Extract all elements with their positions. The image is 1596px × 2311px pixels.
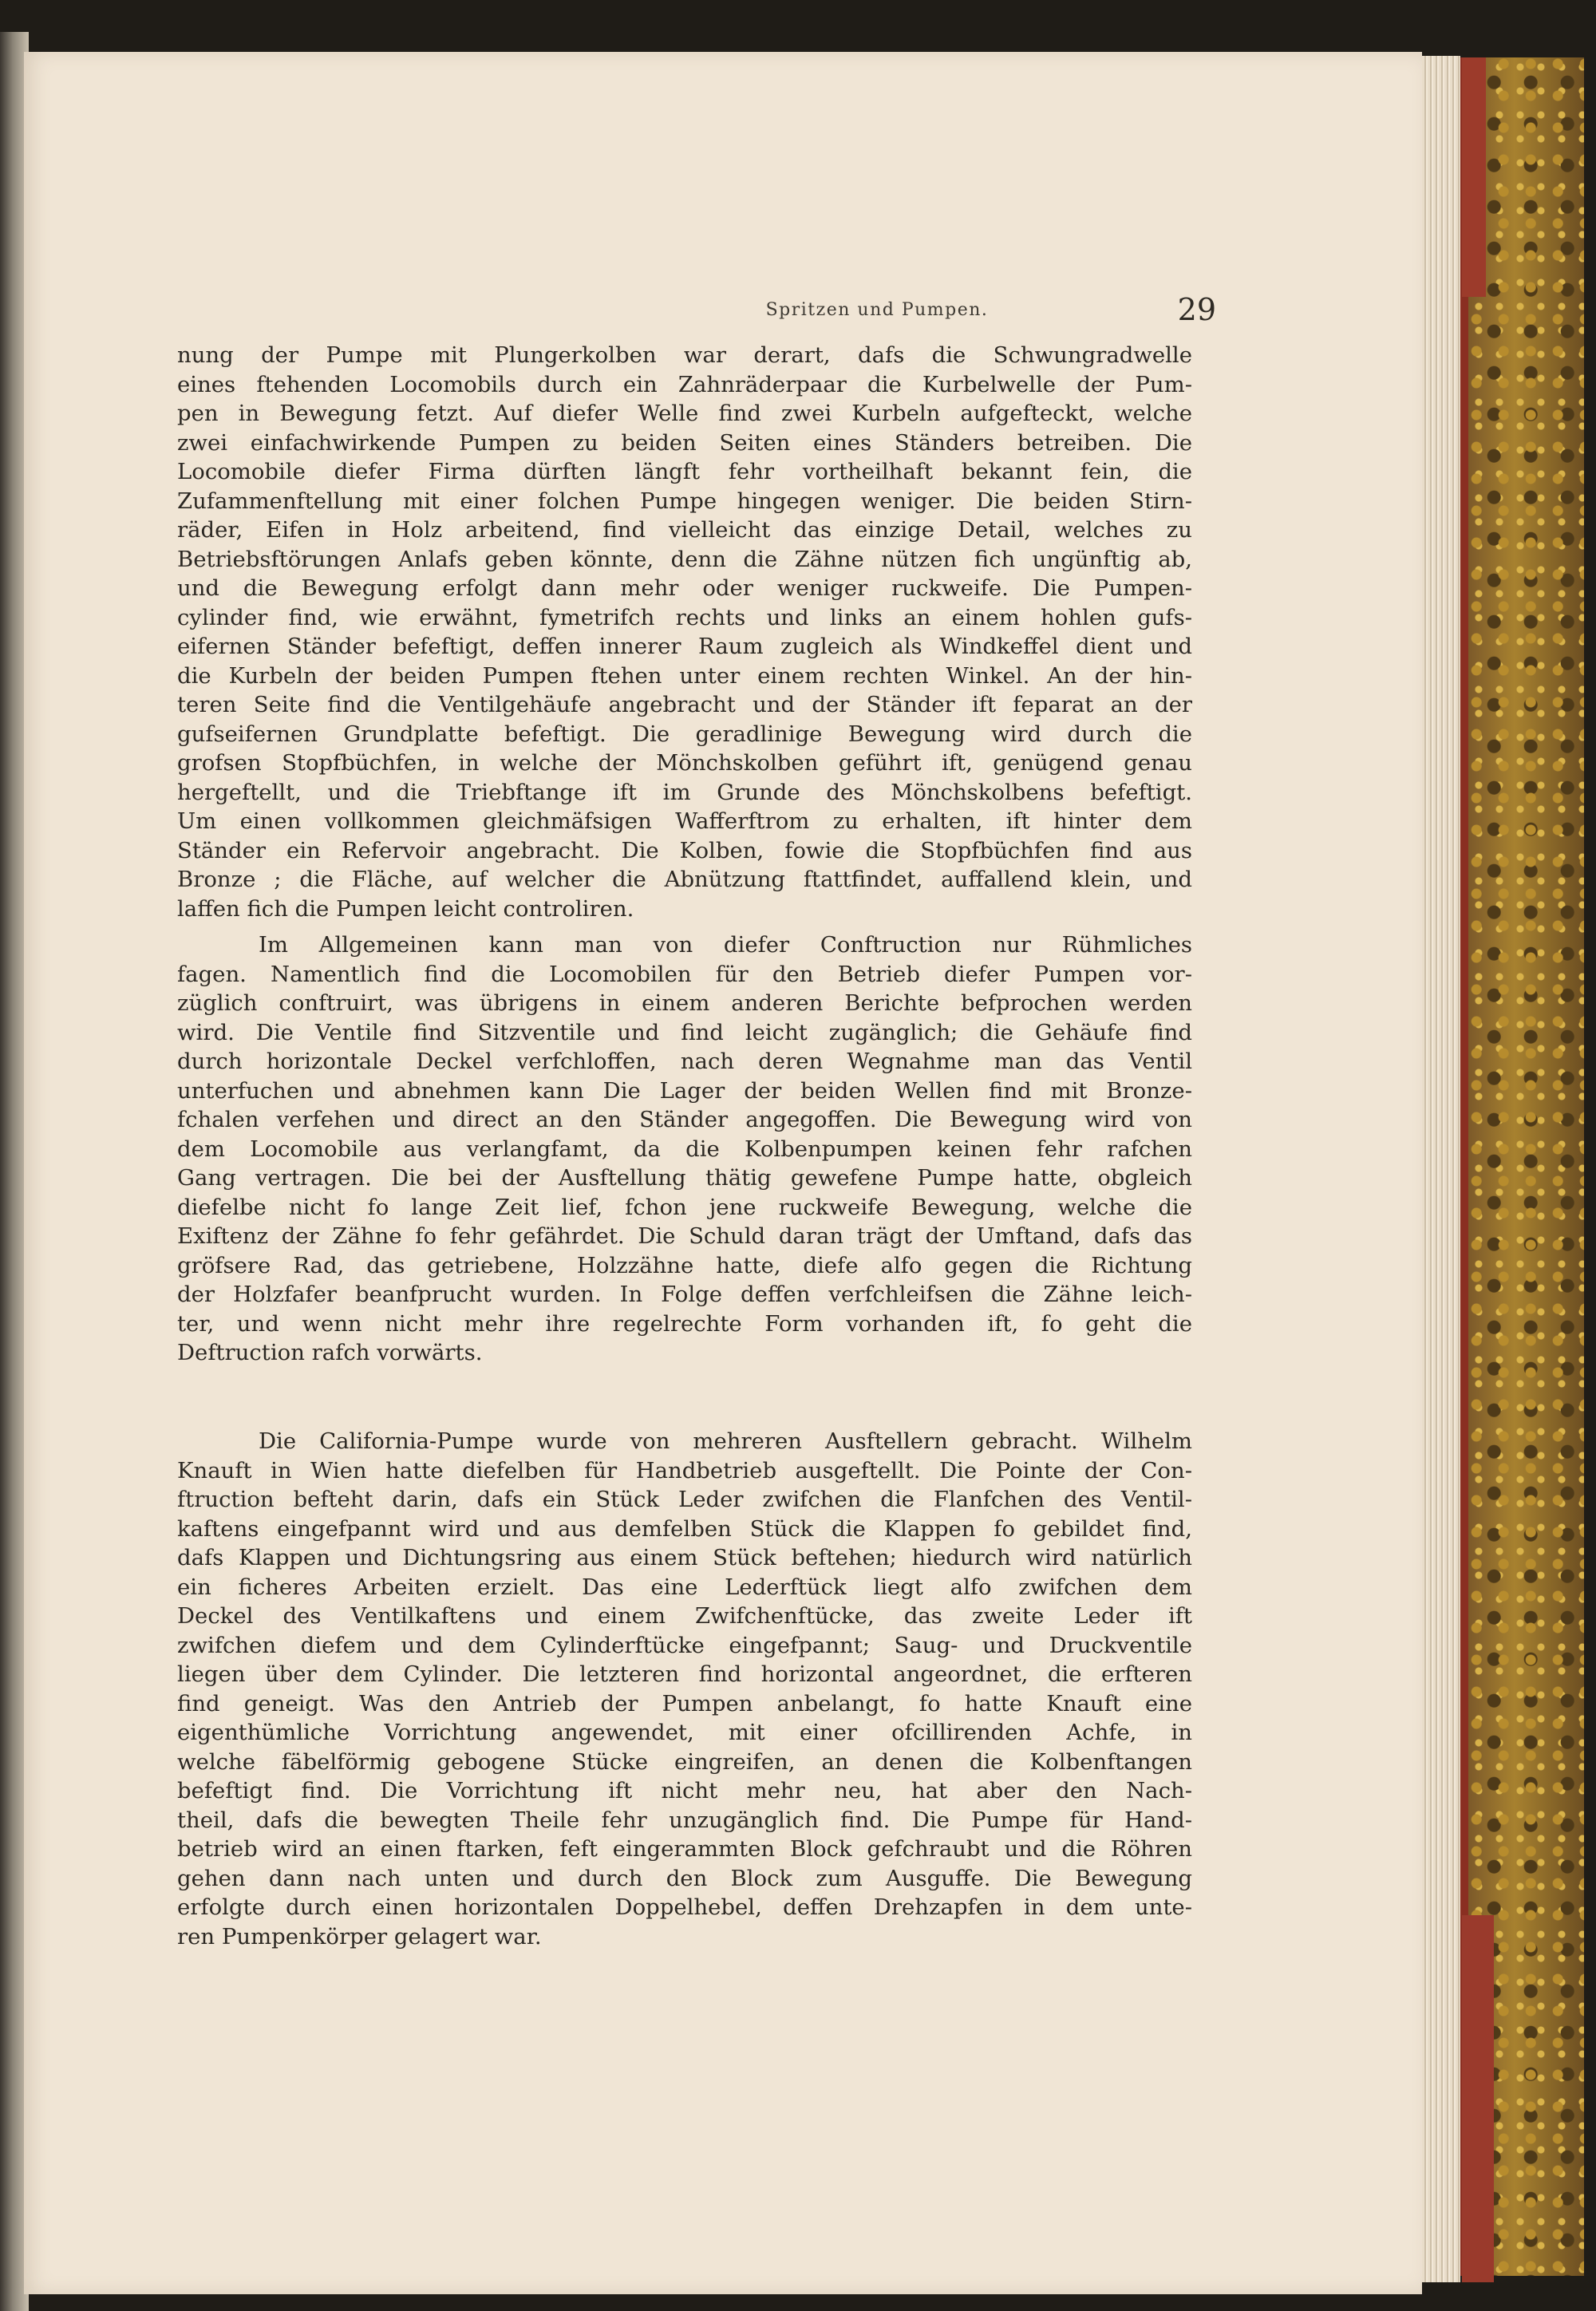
text-line: die Kurbeln der beiden Pumpen ftehen unter einem rechten Winkel. An der hin- [177,662,1192,689]
text-line: kaftens eingefpannt wird und aus demfelben Stück die Klappen fo gebildet find, [177,1515,1192,1542]
cover-leather-corner-top [1462,57,1486,297]
text-line: unterfuchen und abnehmen kann Die Lager der beiden Wellen find mit Bronze- [177,1077,1192,1104]
text-line: ftruction befteht darin, dafs ein Stück Leder zwifchen die Flanfchen des Ventil- [177,1487,1192,1512]
text-line: cylinder find, wie erwähnt, fymetrifch rechts und links an einem hohlen gufs- [177,604,1192,630]
text-line: ter, und wenn nicht mehr ihre regelrechte Form vorhanden ift, fo geht die [177,1310,1192,1337]
text-line: dem Locomobile aus verlangfamt, da die Kolbenpumpen keinen fehr rafchen [177,1136,1192,1162]
text-line: laffen fich die Pumpen leicht controliren. [177,895,634,922]
text-line: theil, dafs die bewegten Theile fehr unzugänglich find. Die Pumpe für Hand- [177,1807,1192,1833]
text-line: gröfsere Rad, das getriebene, Holzzähne hatte, diefe alfo gegen die Richtung [177,1252,1192,1278]
page-number: 29 [1177,292,1216,327]
text-line: dafs Klappen und Dichtungsring aus einem Stück beftehen; hiedurch wird natürlich [177,1545,1192,1570]
text-line: ren Pumpenkörper gelagert war. [177,1923,542,1950]
text-line: räder, Eifen in Holz arbeitend, find vielleicht das einzige Detail, welches zu [177,517,1192,543]
text-line: find geneigt. Was den Antrieb der Pumpen anbelangt, fo hatte Knauft eine [177,1690,1192,1716]
text-line: fchalen verfehen und direct an den Ständer angegoffen. Die Bewegung wird von [177,1107,1192,1132]
text-line: Gang vertragen. Die bei der Ausftellung thätig gewefene Pumpe hatte, obgleich [177,1165,1192,1191]
text-line: gehen dann nach unten und durch den Block zum Ausguffe. Die Bewegung [177,1865,1192,1891]
text-line: Um einen vollkommen gleichmäfsigen Wafferftrom zu erhalten, ift hinter dem [177,808,1192,834]
paragraph-pump-description [177,341,1192,923]
text-line: Betriebsftörungen Anlafs geben könnte, denn die Zähne nützen fich ungünftig ab, [177,546,1192,572]
text-line: hergeftellt, und die Triebftange ift im Grunde des Mönchskolbens befeftigt. [177,779,1192,805]
text-line: eifernen Ständer befeftigt, deffen innerer Raum zugleich als Windkeffel dient und [177,634,1192,659]
text-line: Bronze ; die Fläche, auf welcher die Abnützung ftattfindet, auffallend klein, und [177,867,1192,892]
text-line: züglich conftruirt, was übrigens in einem anderen Berichte befprochen werden [177,990,1192,1016]
text-line: zwei einfachwirkende Pumpen zu beiden Seiten eines Ständers betreiben. Die [177,429,1192,456]
paragraph-california-pump [177,1427,1192,1951]
text-line: teren Seite find die Ventilgehäufe angebracht und der Ständer ift feparat an der [177,692,1192,717]
text-line: Die California-Pumpe wurde von mehreren Ausftellern gebracht. Wilhelm [259,1428,1192,1454]
text-line: Im Allgemeinen kann man von diefer Conftruction nur Rühmliches [259,932,1192,958]
text-line: gufseifernen Grundplatte befeftigt. Die geradlinige Bewegung wird durch die [177,721,1192,747]
cover-leather-corner-bottom [1462,1915,1494,2282]
text-line: fagen. Namentlich find die Locomobilen für den Betrieb diefer Pumpen vor- [177,961,1192,987]
text-line: Locomobile diefer Firma dürften längft fehr vortheilhaft bekannt fein, die [177,459,1192,484]
text-line: eines ftehenden Locomobils durch ein Zahnräderpaar die Kurbelwelle der Pum- [177,371,1192,397]
text-line: welche fäbelförmig gebogene Stücke eingreifen, an denen die Kolbenftangen [177,1748,1192,1775]
text-line: Deckel des Ventilkaftens und einem Zwifchenftücke, das zweite Leder ift [177,1603,1192,1629]
text-line: liegen über dem Cylinder. Die letzteren find horizontal angeordnet, die erfteren [177,1661,1192,1687]
text-line: wird. Die Ventile find Sitzventile und find leicht zugänglich; die Gehäufe find [177,1019,1192,1045]
paragraph-construction-assessment [177,930,1192,1368]
text-line: Deftruction rafch vorwärts. [177,1340,483,1365]
text-line: pen in Bewegung fetzt. Auf diefer Welle find zwei Kurbeln aufgefteckt, welche [177,401,1192,426]
text-line: und die Bewegung erfolgt dann mehr oder weniger ruckweife. Die Pumpen- [177,575,1192,601]
text-line: Ständer ein Refervoir angebracht. Die Kolben, fowie die Stopfbüchfen find aus [177,837,1192,863]
text-line: befeftigt find. Die Vorrichtung ift nicht mehr neu, hat aber den Nach- [177,1778,1192,1803]
text-line: durch horizontale Deckel verfchloffen, nach deren Wegnahme man das Ventil [177,1049,1192,1074]
running-title: Spritzen und Pumpen. [765,300,989,320]
text-line: Zufammenftellung mit einer folchen Pumpe hingegen weniger. Die beiden Stirn- [177,488,1192,514]
text-line: Knauft in Wien hatte diefelben für Handbetrieb ausgeftellt. Die Pointe der Con- [177,1457,1192,1483]
text-line: betrieb wird an einen ftarken, feft eingerammten Block gefchraubt und die Röhren [177,1836,1192,1862]
text-line: nung der Pumpe mit Plungerkolben war derart, dafs die Schwungradwelle [177,342,1192,368]
text-line: erfolgte durch einen horizontalen Doppelhebel, deffen Drehzapfen in dem unte- [177,1894,1192,1920]
text-line: diefelbe nicht fo lange Zeit lief, fchon jene ruckweife Bewegung, welche die [177,1194,1192,1220]
page-edges [1422,56,1460,2282]
text-line: Exiftenz der Zähne fo fehr gefährdet. Die Schuld daran trägt der Umftand, dafs das [177,1223,1192,1249]
text-line: ein ficheres Arbeiten erzielt. Das eine Lederftück liegt alfo zwifchen dem [177,1574,1192,1600]
text-line: eigenthümliche Vorrichtung angewendet, mit einer ofcillirenden Achfe, in [177,1720,1192,1745]
text-line: der Holzfafer beanfprucht wurden. In Folge deffen verfchleifsen die Zähne leich- [177,1282,1192,1307]
text-line: grofsen Stopfbüchfen, in welche der Mönchskolben geführt ift, genügend genau [177,750,1192,776]
text-line: zwifchen diefem und dem Cylinderftücke eingefpannt; Saug- und Druckventile [177,1632,1192,1658]
